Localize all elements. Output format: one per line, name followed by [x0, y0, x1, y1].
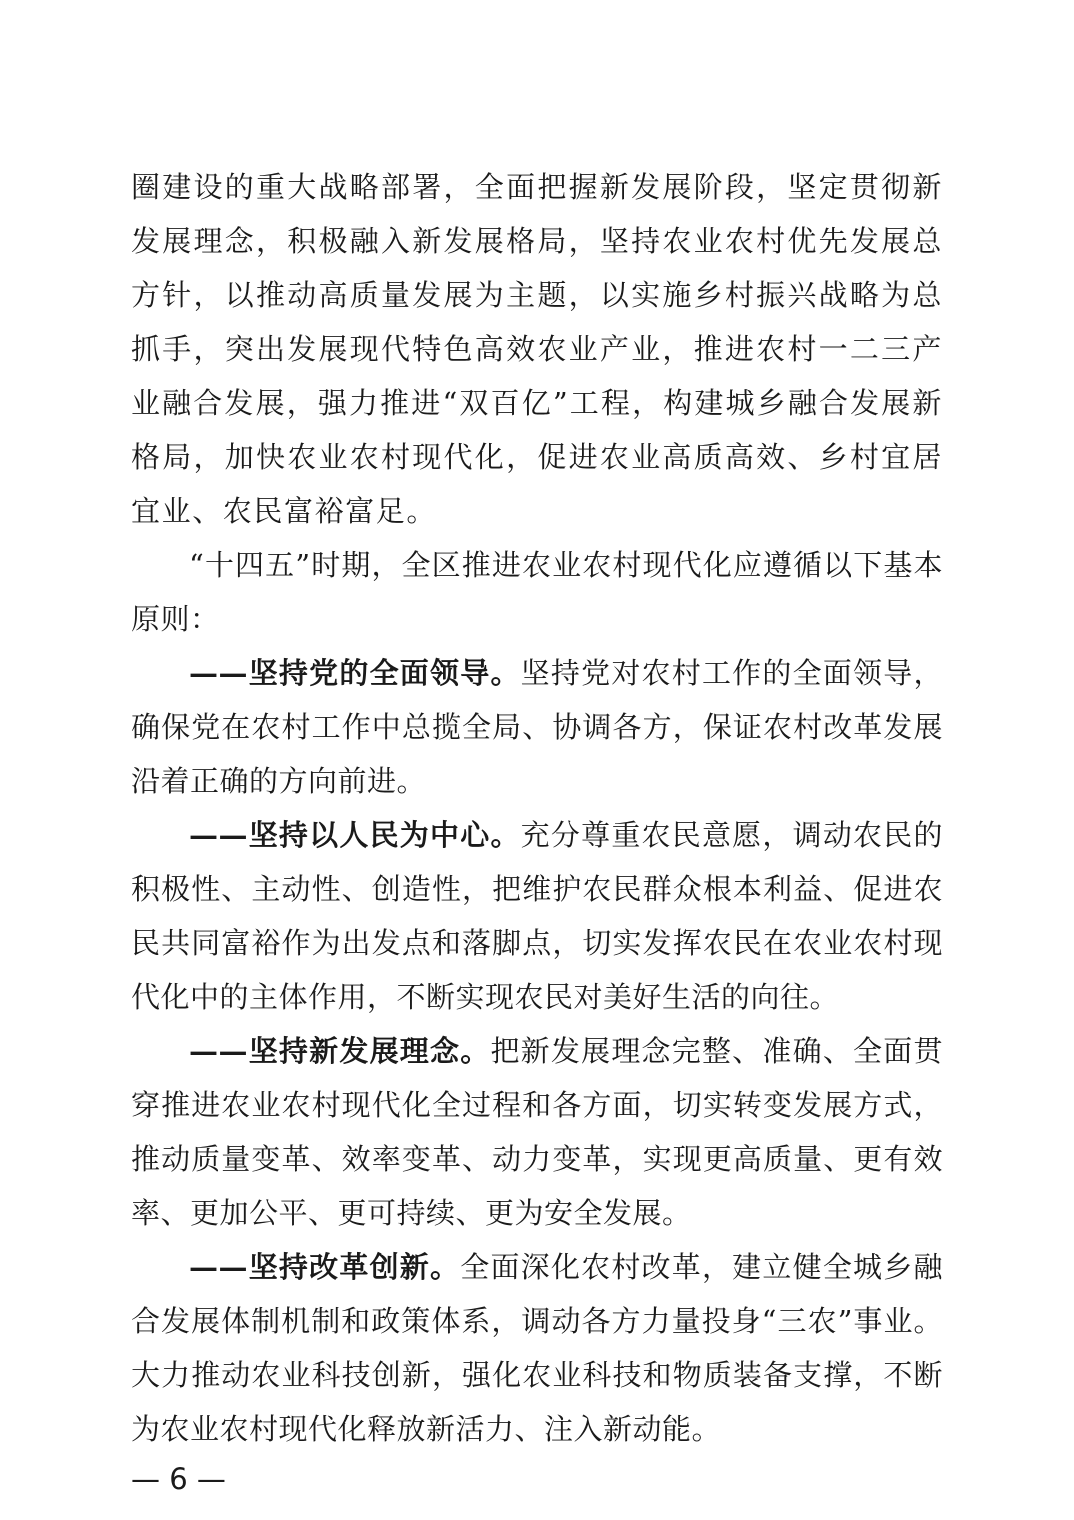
principle-heading: ——坚持以人民为中心。 — [189, 818, 521, 852]
paragraph-principle-people-centered — [131, 808, 943, 1024]
principle-heading: ——坚持党的全面领导。 — [189, 656, 521, 690]
paragraph-principle-reform-innovation — [131, 1240, 943, 1456]
paragraph-principle-party-leadership — [131, 646, 943, 808]
paragraph-basic-principles-intro — [131, 538, 943, 646]
principle-heading: ——坚持新发展理念。 — [189, 1034, 491, 1068]
paragraph-text: 全面深化农村改革，建立健全城乡融合发展体制机制和政策体系，调动各方力量投身“三农”事业。大力推动农业科技创新，强化农业科技和物质装备支撑，不断为农业农村现代化释放新活力、注入新动能。 — [131, 1250, 943, 1446]
paragraph-text: 圈建设的重大战略部署，全面把握新发展阶段，坚定贯彻新发展理念，积极融入新发展格局，坚持农业农村优先发展总方针，以推动高质量发展为主题，以实施乡村振兴战略为总抓手，突出发展现代特色高效农业产业，推进农村一二三产业融合发展，强力推进“双百亿”工程，构建城乡融合发展新格局，加快农业农村现代化，促进农业高质高效、乡村宜居宜业、农民富裕富足。 — [131, 170, 943, 528]
paragraph-text: 坚持党对农村工作的全面领导，确保党在农村工作中总揽全局、协调各方，保证农村改革发展沿着正确的方向前进。 — [131, 656, 943, 798]
page-number: — 6 — — [131, 1462, 226, 1496]
paragraph-text: “十四五”时期，全区推进农业农村现代化应遵循以下基本原则： — [131, 548, 943, 636]
document-body — [131, 160, 943, 1456]
paragraph-text: 充分尊重农民意愿，调动农民的积极性、主动性、创造性，把维护农民群众根本利益、促进农民共同富裕作为出发点和落脚点，切实发挥农民在农业农村现代化中的主体作用，不断实现农民对美好生活的向往。 — [131, 818, 943, 1014]
principle-heading: ——坚持改革创新。 — [189, 1250, 461, 1284]
paragraph-text: 把新发展理念完整、准确、全面贯穿推进农业农村现代化全过程和各方面，切实转变发展方式，推动质量变革、效率变革、动力变革，实现更高质量、更有效率、更加公平、更可持续、更为安全发展。 — [131, 1034, 943, 1230]
paragraph-principle-new-development-philosophy — [131, 1024, 943, 1240]
paragraph-continued-guiding-ideology — [131, 160, 943, 538]
